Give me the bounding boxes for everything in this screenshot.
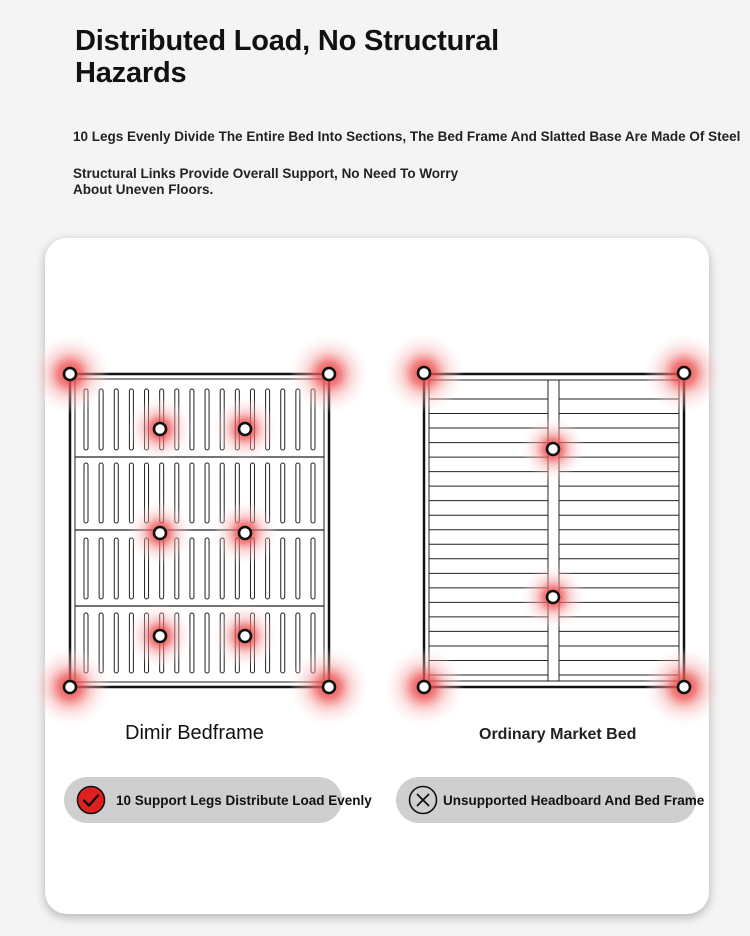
slat bbox=[205, 463, 209, 523]
support-leg bbox=[213, 501, 277, 565]
support-leg bbox=[289, 334, 369, 414]
slat bbox=[311, 538, 315, 599]
ordinary-feature-text: Unsupported Headboard And Bed Frame bbox=[443, 792, 705, 808]
slat bbox=[99, 538, 103, 599]
slat bbox=[205, 613, 209, 673]
slat bbox=[190, 538, 194, 599]
description-line-1: 10 Legs Evenly Divide The Entire Bed Into Sections, The Bed Frame And Slatted Base Are Made Of Steel bbox=[73, 129, 741, 144]
slat bbox=[205, 538, 209, 599]
dimir-feature-text: 10 Support Legs Distribute Load Evenly bbox=[116, 792, 372, 808]
dimir-bedframe-diagram bbox=[30, 334, 369, 727]
support-leg bbox=[644, 647, 724, 727]
support-leg bbox=[384, 647, 464, 727]
slat bbox=[296, 463, 300, 523]
description-line-2: Structural Links Provide Overall Support, No Need To Worry About Uneven Floors. bbox=[73, 166, 459, 197]
slat bbox=[311, 463, 315, 523]
support-leg bbox=[213, 397, 277, 461]
slat bbox=[281, 389, 285, 450]
slat bbox=[281, 613, 285, 673]
slat bbox=[114, 538, 118, 599]
support-leg bbox=[521, 417, 585, 481]
slat bbox=[84, 538, 88, 599]
support-leg bbox=[644, 333, 724, 413]
check-icon bbox=[76, 785, 106, 815]
support-leg bbox=[30, 647, 110, 727]
support-leg bbox=[213, 604, 277, 668]
slat bbox=[281, 463, 285, 523]
slat bbox=[114, 389, 118, 450]
support-leg bbox=[384, 333, 464, 413]
support-leg bbox=[521, 565, 585, 629]
slat bbox=[281, 538, 285, 599]
ordinary-bed-diagram bbox=[384, 333, 724, 727]
support-leg bbox=[128, 397, 192, 461]
ordinary-feature-badge bbox=[396, 777, 705, 823]
dimir-feature-badge bbox=[64, 777, 372, 823]
slat bbox=[296, 538, 300, 599]
slat bbox=[114, 613, 118, 673]
support-leg bbox=[128, 501, 192, 565]
slat bbox=[190, 463, 194, 523]
cross-icon bbox=[408, 785, 438, 815]
support-leg bbox=[128, 604, 192, 668]
slat bbox=[84, 463, 88, 523]
slat bbox=[99, 463, 103, 523]
support-leg bbox=[30, 334, 110, 414]
page-title: Distributed Load, No Structural Hazards bbox=[75, 25, 499, 89]
slat bbox=[114, 463, 118, 523]
dimir-bedframe-label: Dimir Bedframe bbox=[125, 722, 264, 744]
support-leg bbox=[289, 647, 369, 727]
ordinary-bed-label: Ordinary Market Bed bbox=[479, 726, 637, 743]
slat bbox=[205, 389, 209, 450]
slat bbox=[129, 463, 133, 523]
